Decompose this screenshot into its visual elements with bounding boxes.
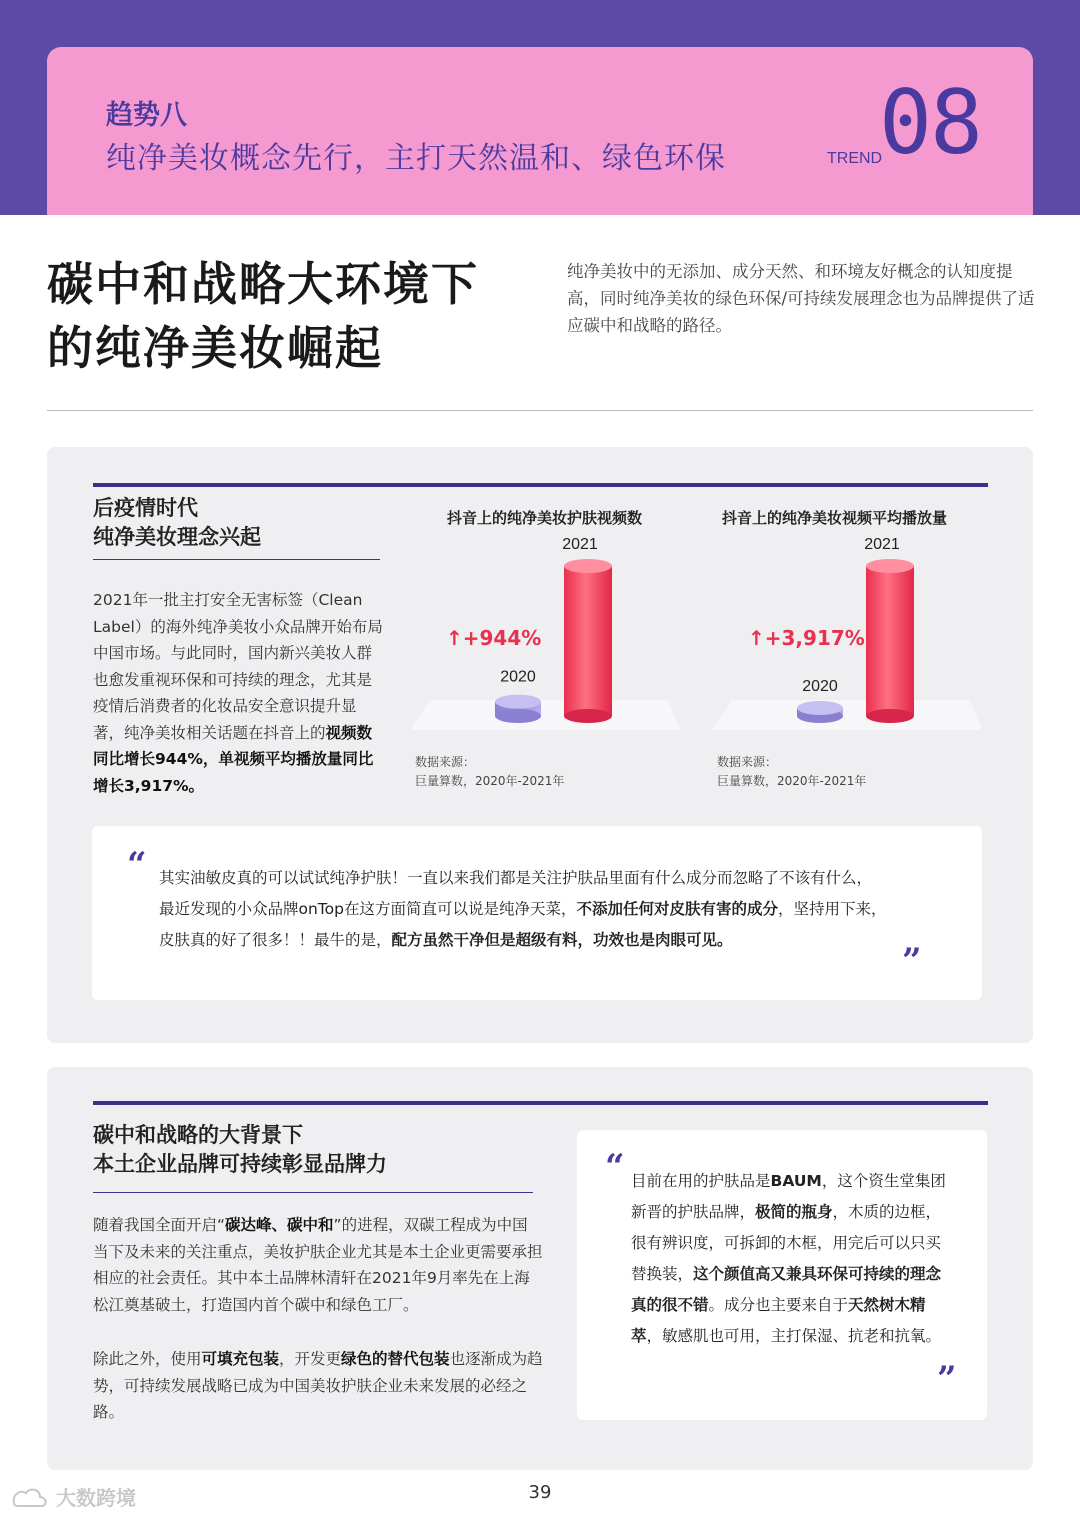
section2-paragraph1 (93, 1212, 543, 1318)
quote2-highlight-bottle: 极简的瓶身 (755, 1203, 833, 1221)
chart1-title: 抖音上的纯净美妆护肤视频数 (447, 509, 643, 527)
page-number: 39 (528, 1482, 552, 1503)
chart-platform (410, 700, 680, 730)
bar-2021 (564, 559, 612, 723)
quote2-text-c: ，这个资生堂集团新晋的护肤品牌， (631, 1172, 946, 1221)
trend-label: TREND (827, 150, 883, 167)
growth-label: ↑+944% (446, 626, 542, 650)
section1-title (93, 494, 261, 552)
quote2-text-a: 目前在用的护肤品是 (631, 1172, 771, 1190)
close-quote-icon: ” (937, 1359, 957, 1399)
section2-p2-highlight2: 绿色的替代包装 (341, 1350, 450, 1368)
section1-title-line2: 纯净美妆理念兴起 (93, 525, 261, 549)
chart-platform (712, 700, 982, 730)
quote1-line2-highlight: 不添加任何对皮肤有害的成分 (576, 900, 778, 918)
page-headline (47, 252, 479, 380)
category-label-2021: 2021 (864, 536, 900, 553)
headline-line2: 的纯净美妆崛起 (47, 321, 383, 375)
section1-title-underline (93, 559, 380, 560)
section2-title-line1: 碳中和战略的大背景下 (93, 1123, 303, 1147)
section1-title-line1: 后疫情时代 (93, 496, 198, 520)
chart2-source-label: 数据来源： (717, 755, 778, 769)
open-quote-icon: “ (605, 1147, 625, 1187)
quote2-text-g: 。成分也主要来自于 (708, 1296, 849, 1314)
open-quote-icon: “ (127, 845, 147, 885)
section1-body-highlight: 视频数同比增长944%，单视频平均播放量同比增长3,917%。 (93, 723, 374, 795)
quote2-highlight-concept: 这个颜值高又兼具环保可持续的理念真的很不错 (631, 1265, 942, 1314)
bar-2020 (797, 701, 843, 723)
quote1-line2-tail: ，坚持用下来， (777, 900, 887, 918)
section2-p2-text-b: ，开发更 (279, 1350, 342, 1368)
quote2-text (631, 1166, 951, 1352)
chart2-title: 抖音上的纯净美妆视频平均播放量 (722, 509, 948, 527)
growth-label: ↑+3,917% (748, 626, 865, 650)
section1-top-bar (93, 483, 988, 487)
section2-title (93, 1121, 387, 1179)
category-label-2021: 2021 (562, 536, 598, 553)
section2-p2-text-c: 也逐渐成为趋势，可持续发展战略已成为中国美妆护肤企业未来发展的必经之路。 (93, 1350, 543, 1421)
quote2-text-i: ，敏感肌也可用，主打保湿、抗老和抗氧。 (646, 1327, 942, 1345)
section2-title-underline (93, 1192, 533, 1193)
quote2-highlight-ingredient: 天然树木精萃 (631, 1296, 926, 1345)
chart1-source-label: 数据来源： (415, 755, 476, 769)
category-label-2020: 2020 (500, 668, 536, 686)
section2-p2-text-a: 除此之外，使用 (93, 1350, 202, 1368)
section2-p1-highlight: 碳达峰、碳中和 (225, 1216, 334, 1234)
section2-top-bar (93, 1101, 988, 1105)
chart1-svg (410, 536, 680, 740)
section2-p1-text-a: 随着我国全面开启“ (93, 1216, 226, 1234)
chart1-source (415, 753, 564, 791)
section2-title-line2: 本土企业品牌可持续彰显品牌力 (93, 1152, 387, 1176)
section2-paragraph2 (93, 1346, 543, 1426)
quote2-brand: BAUM (770, 1172, 822, 1190)
quote1-line1: 其实油敏皮真的可以试试纯净护肤！一直以来我们都是关注护肤品里面有什么成分而忽略了不该有什么， (159, 869, 873, 887)
quote2-text-e: ，木质的边框，很有辨识度，可拆卸的木框，用完后可以只买替换装， (631, 1203, 942, 1283)
trend-kicker: 趋势八 (106, 100, 187, 131)
chart2-svg (712, 536, 982, 740)
close-quote-icon: ” (902, 941, 922, 981)
category-label-2020: 2020 (802, 678, 838, 695)
chart1-source-text: 巨量算数，2020年-2021年 (415, 774, 565, 788)
trend-title: 纯净美妆概念先行，主打天然温和、绿色环保 (106, 141, 726, 176)
bar-2020 (495, 695, 541, 723)
quote1-text (159, 863, 959, 956)
chart2-source-text: 巨量算数，2020年-2021年 (717, 774, 867, 788)
quote1-line3-text: 皮肤真的好了很多！！最牛的是， (159, 931, 392, 949)
watermark-text: 大数跨境 (56, 1486, 136, 1510)
headline-line1: 碳中和战略大环境下 (47, 257, 479, 311)
quote1-line3-highlight: 配方虽然干净但是超级有料，功效也是肉眼可见。 (391, 931, 733, 949)
quote1-line2 (159, 894, 959, 925)
section1-body (93, 587, 383, 799)
section2-p2-highlight1: 可填充包装 (201, 1350, 280, 1368)
trend-number: 08 (879, 71, 981, 174)
bar-2021 (866, 559, 914, 723)
quote1-line2-text: 最近发现的小众品牌onTop在这方面简直可以说是纯净天菜， (159, 900, 577, 918)
trend-banner (47, 47, 1033, 215)
divider (47, 410, 1033, 411)
section2-p1-text-b: ”的进程，双碳工程成为中国当下及未来的关注重点，美妆护肤企业尤其是本土企业更需要承担相应的社会责任。其中本土品牌林清轩在2021年9月率先在上海松江奠基破土，打造国内首个碳中和绿色工厂。 (93, 1216, 543, 1314)
intro-paragraph: 纯净美妆中的无添加、成分天然、和环境友好概念的认知度提高，同时纯净美妆的绿色环保/可持续发展理念也为品牌提供了适应碳中和战略的路径。 (567, 262, 1035, 335)
quote1-line3 (159, 925, 959, 956)
chart2-source (717, 753, 866, 791)
section1-body-text: 2021年一批主打安全无害标签（Clean Label）的海外纯净美妆小众品牌开始布局中国市场。与此同时，国内新兴美妆人群也愈发重视环保和可持续的理念，尤其是疫情后消费者的化妆品安全意识提升显著，纯净美妆相关话题在抖音上的 (93, 591, 383, 742)
